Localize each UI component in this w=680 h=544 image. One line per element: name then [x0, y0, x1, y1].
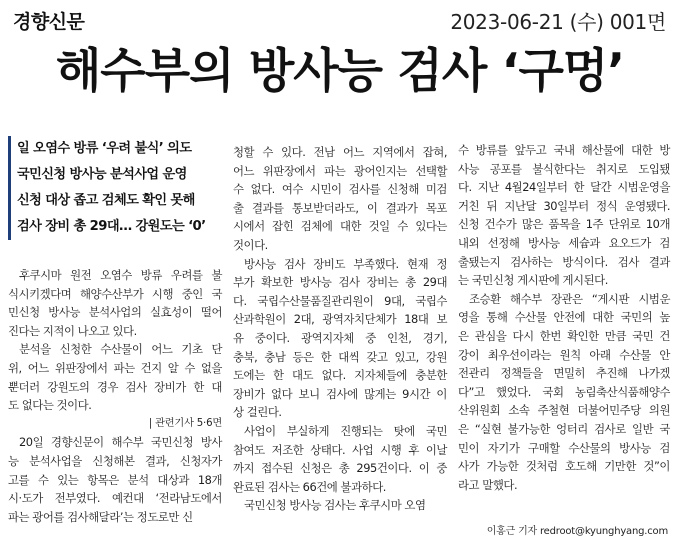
article-line: 도에는 한 대도 없다. 지자체들에 충분한 — [233, 368, 447, 383]
article-line: 식시키겠다며 해양수산부가 시행 중인 국 — [8, 286, 222, 301]
article-line: 청할 수 있다. 전남 어느 지역에서 잡혀, — [233, 145, 447, 159]
article-line: 조승환 해수부 장관은 “게시판 시범운 — [469, 291, 670, 306]
article-line: 민이 자기가 구매할 수산물의 방사능 검 — [458, 440, 670, 455]
article-line: 거친 뒤 지난달 30일부터 정식 운영됐다. — [458, 198, 670, 213]
article-line: 분석을 신청한 수산물이 어느 기초 단 — [19, 342, 222, 357]
article-line: 도 없다는 것이다. — [8, 398, 92, 413]
masthead — [0, 0, 680, 36]
article-line: 장비가 없다 보니 검사에 많게는 9시간 이 — [233, 386, 447, 401]
newspaper-logo: 경향신문 — [13, 11, 85, 33]
article-column-3 — [458, 141, 670, 494]
article-line: 능 분석사업을 신청해본 결과, 신청자가 — [8, 453, 222, 468]
byline: 이홍근 기자 redroot@kyunghyang.com — [486, 526, 668, 537]
issue-dateline: 2023-06-21 (수) 001면 — [450, 10, 666, 34]
article-line: 위, 어느 위판장에서 파는 건지 알 수 없을 — [8, 360, 222, 375]
article-line: 까지 접수된 신청은 총 295건이다. 이 중 — [233, 461, 447, 476]
article-line: 강이 최우선이라는 원칙 아래 수산물 안 — [458, 347, 670, 362]
article-line: 국민신청 방사능 검사는 후쿠시마 오염 — [244, 498, 426, 513]
article-line: 다. 국립수산물품질관리원이 9대, 국립수 — [233, 293, 447, 308]
subheadline-line: 신청 대상 좁고 검체도 확인 못해 — [17, 193, 195, 208]
article-line: 충북, 충남 등은 한 대씩 갖고 있고, 강원 — [233, 349, 447, 364]
article-line: 20일 경향신문이 해수부 국민신청 방사 — [19, 435, 222, 450]
article-line: 방사능 검사 장비도 부족했다. 현재 정 — [244, 256, 447, 271]
article-line: 유 중이다. 광역지자체 중 인천, 경기, — [233, 330, 447, 345]
subheadline-line: 검사 장비 총 29대… 강원도는 ‘0’ — [17, 219, 206, 234]
article-line: 참여도 저조한 상태다. 사업 시행 후 이날 — [233, 442, 447, 457]
article-line: 부가 확보한 방사능 검사 장비는 총 29대 — [233, 275, 447, 290]
article-line: 진다는 지적이 나오고 있다. — [8, 323, 137, 338]
article-line: 완료된 검사는 66건에 불과하다. — [233, 479, 386, 494]
article-line: 사능 공포를 불식한다는 취지로 도입됐 — [458, 161, 670, 176]
article-line: 사가 가능한 것처럼 호도해 기만한 것”이 — [458, 459, 670, 474]
article-line: 라고 말했다. — [458, 477, 518, 492]
article-line: 산위원회 소속 주철현 더불어민주당 의원 — [458, 403, 670, 418]
article-line: 것이다. — [233, 237, 268, 252]
subheadline-line: 국민신청 방사능 분석사업 운영 — [17, 167, 187, 182]
article-line: 는 국민신청 게시판에 게시된다. — [458, 273, 608, 288]
article-line: 은 관심을 다시 한번 확인한 만큼 국민 건 — [458, 328, 670, 343]
article-line: 출 결과를 통보받더라도, 이 결과가 목포 — [233, 200, 447, 215]
article-line: 사업이 부실하게 진행되는 탓에 국민 — [244, 423, 447, 438]
article-line: 어느 위판장에서 파는 광어인지는 선택할 — [233, 163, 447, 178]
related-article-ref: | 관련기사 5·6면 — [148, 417, 222, 429]
article-line: 파는 광어를 검사해달라’는 정도로만 신 — [8, 509, 193, 524]
article-line: 후쿠시마 원전 오염수 방류 우려를 불 — [19, 268, 222, 282]
headline: 해수부의 방사능 검사 ‘구멍’ — [55, 44, 625, 99]
article-line: 시·도가 전부였다. 예컨대 ‘전라남도에서 — [8, 491, 222, 506]
article-line: 뿐더러 강원도의 경우 검사 장비가 한 대 — [8, 379, 222, 394]
article-line: 출됐는지 검사하는 방식이다. 검사 결과 — [458, 254, 670, 269]
article-line: 산과학원이 2대, 광역자치단체가 18대 보 — [233, 312, 447, 327]
article-line: 영을 통해 수산물 안전에 대한 국민의 높 — [458, 310, 670, 325]
article-line: 다”고 했었다. 국회 농림축산식품해양수 — [458, 384, 670, 399]
subheadline-line: 일 오염수 방류 ‘우려 불식’ 의도 — [17, 141, 192, 156]
article-line: 민신청 방사능 분석사업의 실효성이 떨어 — [8, 305, 222, 320]
article-line: 수 방류를 앞두고 국내 해산물에 대한 방 — [458, 143, 670, 157]
article-line: 고를 수 있는 항목은 분석 대상과 18개 — [8, 472, 222, 487]
article-line: 신청 건수가 많은 품목을 1주 단위로 10개 — [458, 217, 670, 232]
article-column-2 — [233, 143, 447, 515]
article-line: 은 “실현 불가능한 엉터리 검사로 일반 국 — [458, 421, 670, 436]
article-column-1 — [8, 266, 222, 526]
article-line: 내외 선정해 방사능 세슘과 요오드가 검 — [458, 235, 670, 250]
article-line: 상 걸린다. — [233, 405, 282, 420]
article-line: 전관리 정책들을 면밀히 추진해 나가겠 — [458, 366, 670, 381]
article-line: 수 없다. 여수 시민이 검사를 신청해 미검 — [233, 182, 447, 197]
subheadline-block — [8, 136, 230, 240]
article-line: 시에서 잡힌 검체에 대한 것일 수 있다는 — [233, 219, 447, 234]
article-line: 다. 지난 4월24일부터 한 달간 시범운영을 — [458, 180, 670, 195]
